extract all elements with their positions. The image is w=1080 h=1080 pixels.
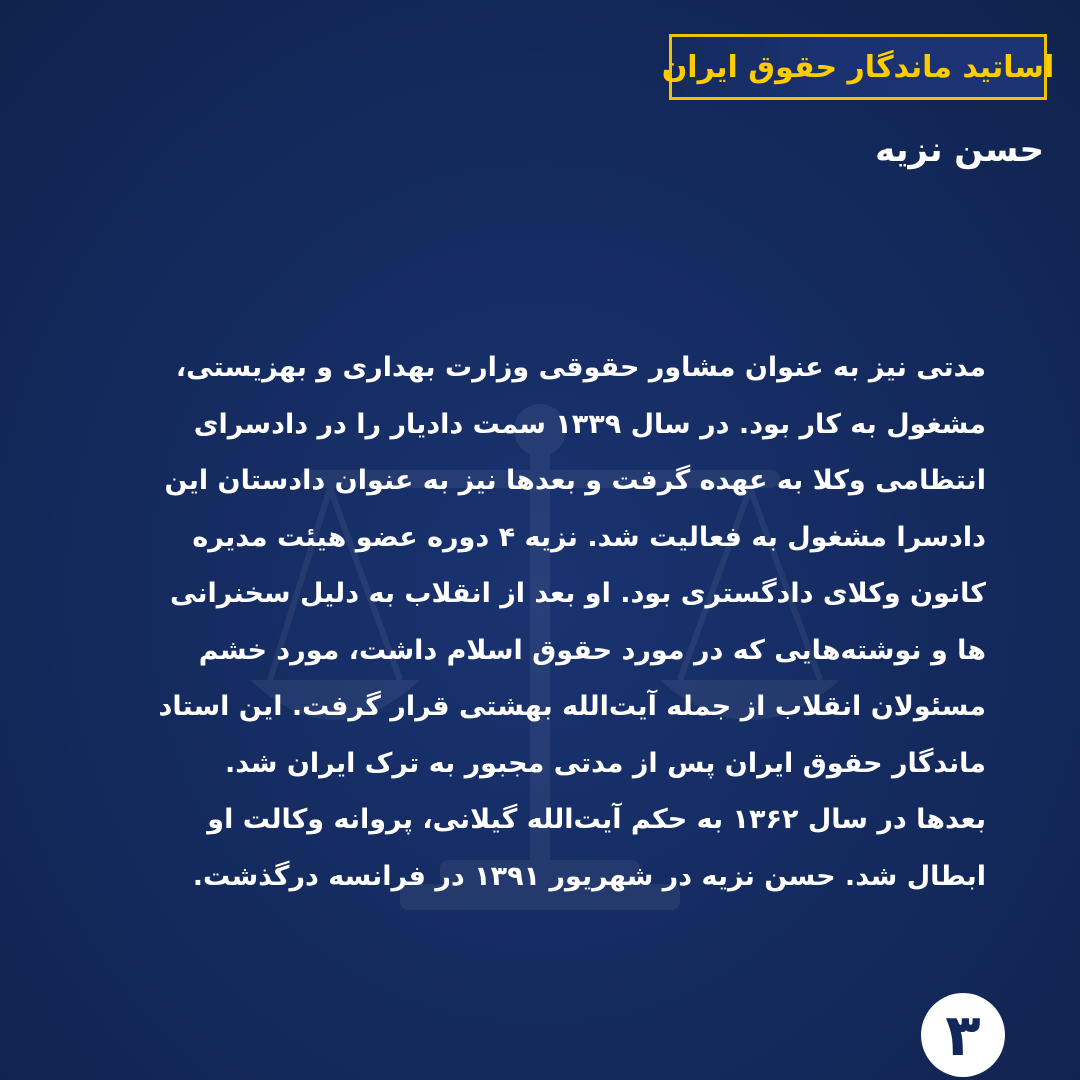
page-number: ۳ xyxy=(945,1001,981,1069)
bio-line: ها و نوشته‌هایی که در مورد حقوق اسلام داشت، مورد خشم xyxy=(198,634,986,666)
series-title: اساتید ماندگار حقوق ایران xyxy=(661,49,1055,85)
bio-line: کانون وکلای دادگستری بود. او بعد از انقلاب به دلیل سخنرانی xyxy=(170,578,986,609)
series-title-box xyxy=(661,34,1055,100)
biography-text xyxy=(126,340,986,905)
bio-line: مشغول به کار بود. در سال ۱۳۳۹ سمت دادیار را در دادسرای xyxy=(193,408,986,440)
bio-line: انتظامی وکلا به عهده گرفت و بعدها نیز به عنوان دادستان این xyxy=(164,465,986,496)
bio-line: ماندگار حقوق ایران پس از مدتی مجبور به ترک ایران شد. xyxy=(225,747,986,779)
bio-line: ابطال شد. حسن نزیه در شهریور ۱۳۹۱ در فرانسه درگذشت. xyxy=(192,860,986,892)
bio-line: بعدها در سال ۱۳۶۲ به حکم آیت‌الله گیلانی، پروانه وکالت او xyxy=(207,804,986,835)
bio-line: دادسرا مشغول به فعالیت شد. نزیه ۴ دوره عضو هیئت مدیره xyxy=(192,521,986,553)
page-number-badge xyxy=(921,993,1005,1077)
person-name: حسن نزیه xyxy=(875,130,1044,170)
bio-line: مدتی نیز به عنوان مشاور حقوقی وزارت بهداری و بهزیستی، xyxy=(175,352,986,383)
bio-line: مسئولان انقلاب از جمله آیت‌الله بهشتی قرار گرفت. این استاد xyxy=(158,691,986,722)
